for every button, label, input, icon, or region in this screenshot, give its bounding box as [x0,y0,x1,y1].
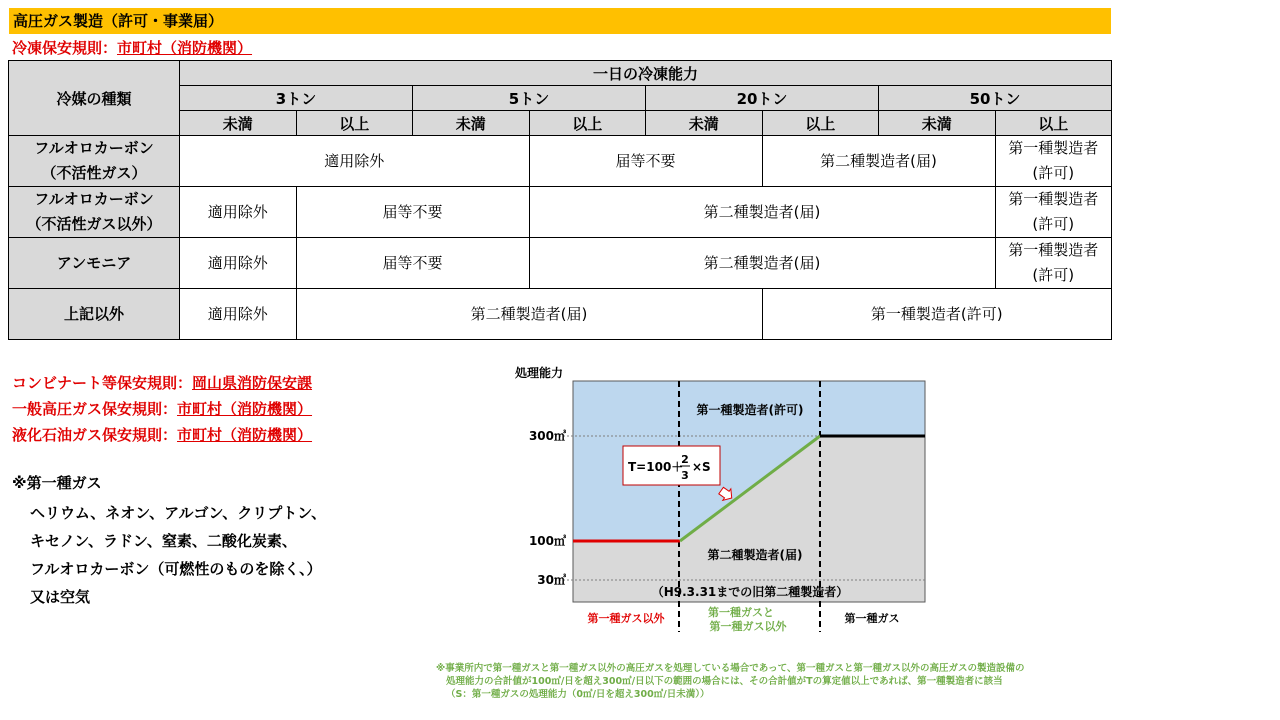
header-below: 未満 [180,111,297,136]
cell-second-class: 第二種製造者(届) [529,187,995,238]
cell-no-notification: 届等不要 [296,187,529,238]
y-tick-100: 100㎥ [528,534,566,548]
formula-rhs: ×S [692,460,711,474]
cell-first-class: 第一種製造者(許可) [762,289,1112,340]
cell-exempt: 適用除外 [180,238,297,289]
footnote-line: ※事業所内で第一種ガスと第一種ガス以外の高圧ガスを処理している場合であって、第一種ガスと第一種ガス以外の高圧ガスの製造設備の [436,663,1025,674]
formula-denominator: 3 [681,469,689,482]
header-daily-capacity: 一日の冷凍能力 [180,61,1112,86]
y-axis-label: 処理能力 [515,366,564,380]
header-below: 未満 [413,111,530,136]
regulation-lpg: 液化石油ガス保安規則：市町村（消防機関） [12,426,313,444]
header-above: 以上 [995,111,1112,136]
y-tick-300: 300㎥ [528,429,566,443]
page-title: 高圧ガス製造（許可・事業届） [9,8,1111,34]
cell-second-class: 第二種製造者(届) [296,289,762,340]
x-label-mixed-2: 第一種ガス以外 [709,620,787,633]
formula-numerator: 2 [681,453,689,466]
x-label-mixed-1: 第一種ガスと [708,606,774,619]
refrigerant-name: フルオロカーボン （不活性ガス以外） [9,187,180,238]
authority-link[interactable]: 市町村（消防機関） [177,426,313,444]
label-old-second-class: （H9.3.31までの旧第二種製造者） [651,585,849,599]
cell-no-notification: 届等不要 [296,238,529,289]
header-50ton: 50トン [879,86,1112,111]
cell-second-class: 第二種製造者(届) [529,238,995,289]
label-second-class: 第二種製造者(届) [707,548,803,562]
regulation-general-hpg: 一般高圧ガス保安規則：市町村（消防機関） [12,400,313,418]
first-gas-line: 又は空気 [30,588,91,606]
y-tick-30: 30㎥ [537,573,566,587]
first-gas-heading: ※第一種ガス [12,474,102,492]
regulation-label: 冷凍保安規則： [12,39,118,57]
header-refrigerant-type: 冷媒の種類 [9,61,180,136]
refrigerant-name: 上記以外 [9,289,180,340]
header-above: 以上 [529,111,646,136]
x-label-non-first-gas: 第一種ガス以外 [587,612,665,625]
cell-second-class: 第二種製造者(届) [762,136,995,187]
footnote-line: 処理能力の合計値が100㎥/日を超え300㎥/日以下の範囲の場合には、その合計値がTの算定値以上であれば、第一種製造者に該当 [446,676,1003,687]
regulation-kombinat: コンビナート等保安規則：岡山県消防保安課 [12,374,313,392]
cell-first-class: 第一種製造者 (許可) [995,136,1112,187]
authority-link[interactable]: 市町村（消防機関） [177,400,313,418]
header-above: 以上 [762,111,879,136]
first-gas-line: フルオロカーボン（可燃性のものを除く、） [30,560,322,578]
cell-first-class: 第一種製造者 (許可) [995,187,1112,238]
authority-link[interactable]: 岡山県消防保安課 [192,374,313,392]
label-first-class: 第一種製造者(許可) [696,403,804,417]
header-3ton: 3トン [180,86,413,111]
formula-lhs: T=100＋ [628,460,684,474]
refrigerant-name: アンモニア [9,238,180,289]
cell-exempt: 適用除外 [180,289,297,340]
refrigerant-name: フルオロカーボン （不活性ガス） [9,136,180,187]
cell-no-notification: 届等不要 [529,136,762,187]
regulation-authority-link[interactable]: 市町村（消防機関） [117,39,253,57]
footnote-line: （S：第一種ガスの処理能力（0㎥/日を超え300㎥/日未満）） [446,689,710,700]
header-below: 未満 [646,111,763,136]
x-label-first-gas: 第一種ガス [844,612,900,625]
cell-first-class: 第一種製造者 (許可) [995,238,1112,289]
header-20ton: 20トン [646,86,879,111]
header-above: 以上 [296,111,413,136]
header-below: 未満 [879,111,996,136]
cell-exempt: 適用除外 [180,187,297,238]
cell-exempt: 適用除外 [180,136,530,187]
header-5ton: 5トン [413,86,646,111]
first-gas-line: ヘリウム、ネオン、アルゴン、クリプトン、 [30,504,327,522]
first-gas-line: キセノン、ラドン、窒素、二酸化炭素、 [30,532,297,550]
